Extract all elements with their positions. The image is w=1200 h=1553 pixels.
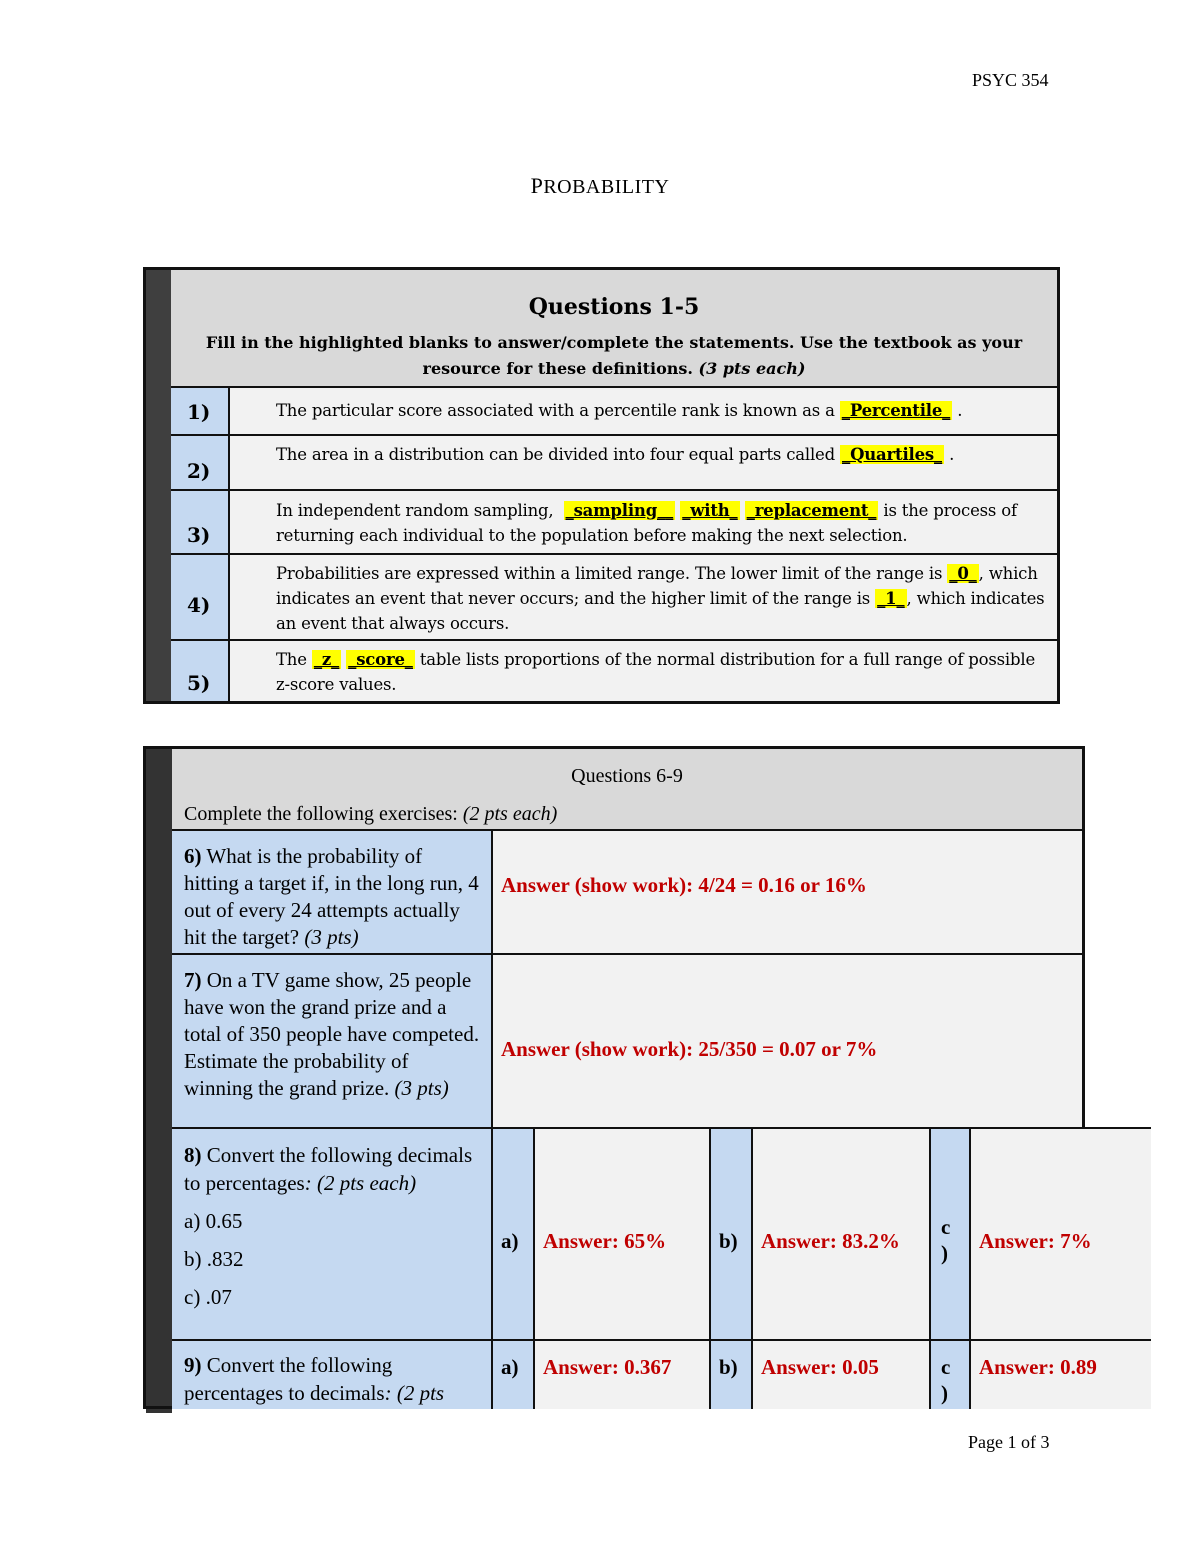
- answer-blank[interactable]: _replacement_: [746, 501, 877, 520]
- table-spine: [146, 1127, 172, 1406]
- question-9-cell: 9) Convert the following percentages to decimals: (2 pts: [172, 1339, 493, 1409]
- answer-text: Answer: 0.367: [543, 1355, 672, 1379]
- answer-blank[interactable]: _0_: [949, 564, 977, 583]
- answer-8a-cell[interactable]: [535, 1127, 711, 1339]
- section-instructions: Fill in the highlighted blanks to answer/complete the statements. Use the textbook as your resource for these definitions. (3 pts each): [205, 333, 1023, 378]
- question-number: 2): [171, 436, 230, 489]
- question-number: 3): [171, 491, 230, 553]
- section-heading: Questions 6-9: [571, 765, 683, 787]
- table-header: [171, 270, 1057, 388]
- answer-text: Answer: 0.89: [979, 1355, 1097, 1379]
- question-row-5: [171, 641, 1057, 701]
- item-a: a) 0.65: [184, 1209, 243, 1233]
- question-text: The _z_ _score_ table lists proportions of the normal distribution for a full range of possible z-score values.: [276, 650, 1036, 694]
- answer-blank[interactable]: _z_: [313, 650, 340, 669]
- section-heading: Questions 1-5: [528, 294, 700, 320]
- page-number: Page 1 of 3: [968, 1432, 1050, 1452]
- answer-text: Answer: 65%: [543, 1229, 667, 1253]
- questions-6-9-table: [143, 746, 1085, 1130]
- answer-text: Answer: 83.2%: [761, 1229, 900, 1253]
- answer-9c-cell[interactable]: [971, 1339, 1151, 1409]
- question-6-cell: 6) What is the probability of hitting a target if, in the long run, 4 out of every 24 attempts actually hit the target? (3 pts): [172, 831, 493, 955]
- table-header: [172, 749, 1082, 831]
- answer-text: Answer (show work): 4/24 = 0.16 or 16%: [501, 873, 867, 897]
- question-row-4: [171, 555, 1057, 641]
- question-text: In independent random sampling, _sampling__ _with_ _replacement_ is the process of returning each individual to the population before making the next selection.: [276, 501, 1017, 545]
- answer-6-cell[interactable]: [493, 831, 1082, 955]
- answer-text: Answer: 0.05: [761, 1355, 879, 1379]
- answer-text: Answer: 7%: [979, 1229, 1092, 1253]
- question-row-1: [171, 388, 1057, 436]
- answer-8b-cell[interactable]: [753, 1127, 931, 1339]
- answer-9a-cell[interactable]: [535, 1339, 711, 1409]
- item-c: c) .07: [184, 1285, 232, 1309]
- label-a: a): [493, 1339, 535, 1409]
- label-b: b): [711, 1339, 753, 1409]
- question-number: 5): [171, 641, 230, 701]
- answer-blank[interactable]: _Quartiles_: [842, 445, 943, 464]
- question-7-cell: 7) On a TV game show, 25 people have won the grand prize and a total of 350 people have competed. Estimate the probability of winning the grand prize. (3 pts): [172, 955, 493, 1133]
- answer-9b-cell[interactable]: [753, 1339, 931, 1409]
- answer-text: Answer (show work): 25/350 = 0.07 or 7%: [501, 1037, 878, 1061]
- answer-8c-cell[interactable]: [971, 1127, 1151, 1339]
- answer-blank[interactable]: _Percentile_: [841, 401, 951, 420]
- table-spine: [146, 270, 171, 701]
- label-a: a): [493, 1127, 535, 1339]
- question-number: 1): [171, 388, 230, 434]
- answer-blank[interactable]: _score_: [348, 650, 413, 669]
- label-b: b): [711, 1127, 753, 1339]
- question-row-2: [171, 436, 1057, 491]
- label-c: c ): [931, 1127, 971, 1339]
- question-text: The area in a distribution can be divided into four equal parts called _Quartiles_ .: [276, 445, 955, 464]
- question-8-cell: 8) Convert the following decimals to percentages: (2 pts each) a) 0.65 b) .832 c) .07: [172, 1127, 493, 1339]
- answer-blank[interactable]: _with_: [682, 501, 738, 520]
- question-number: 4): [171, 555, 230, 639]
- item-b: b) .832: [184, 1247, 244, 1271]
- answer-blank[interactable]: _1_: [877, 589, 905, 608]
- page-title: PROBABILITY: [530, 173, 670, 198]
- section-subheading: Complete the following exercises: (2 pts each): [184, 803, 558, 825]
- questions-1-5-table: [143, 267, 1060, 704]
- question-row-3: [171, 491, 1057, 555]
- label-c: c ): [931, 1339, 971, 1409]
- question-text: The particular score associated with a percentile rank is known as a _Percentile_ .: [276, 401, 963, 420]
- questions-8-9-grid: [143, 1127, 1151, 1409]
- answer-7-cell[interactable]: [493, 955, 1082, 1133]
- answer-blank[interactable]: _sampling__: [565, 501, 674, 520]
- question-text: Probabilities are expressed within a limited range. The lower limit of the range is _0_ , which indicates an event that never occurs; and the higher limit of the range is _1_ , which indicates an event that always occurs.: [276, 564, 1045, 633]
- course-code: PSYC 354: [972, 70, 1049, 90]
